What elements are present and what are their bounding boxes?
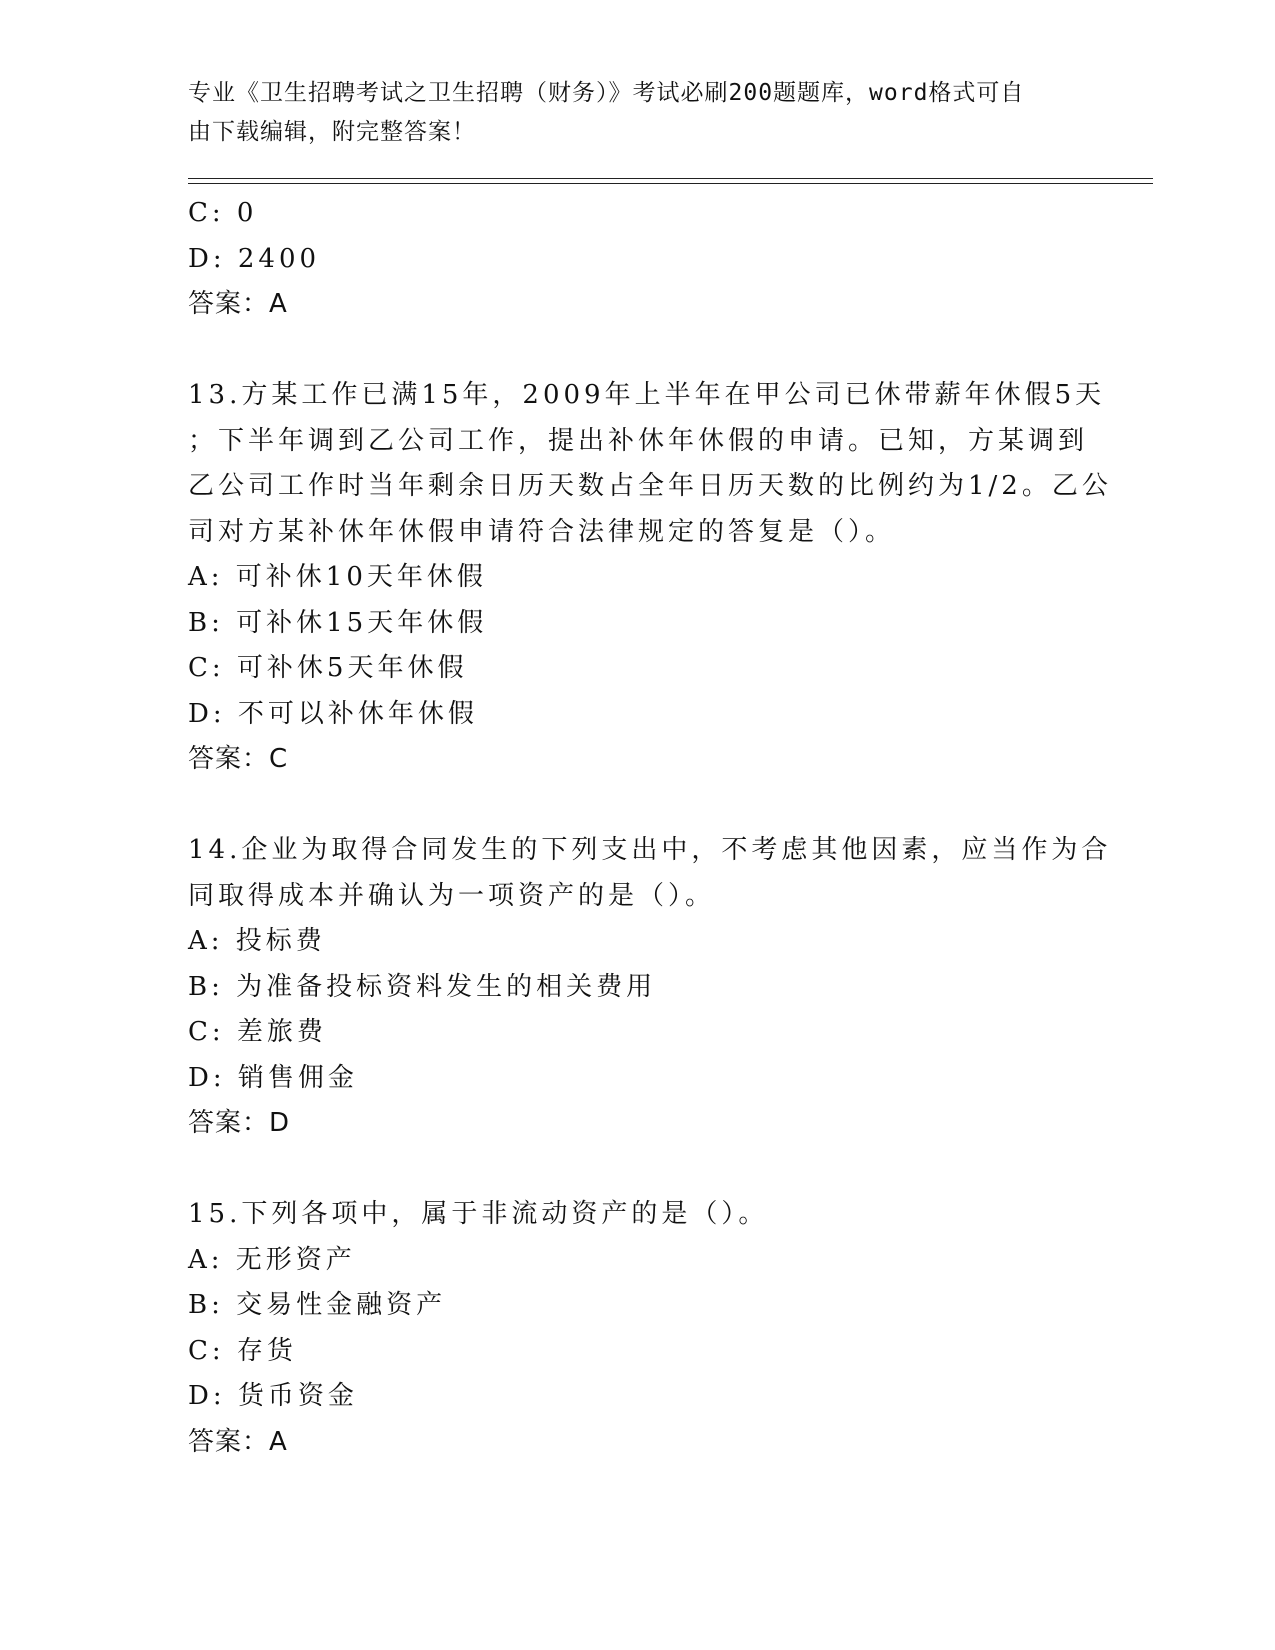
question-stem — [188, 373, 1112, 555]
header-divider-bottom — [188, 183, 1153, 184]
question-stem — [188, 828, 1112, 919]
stem-line: 15.下列各项中，属于非流动资产的是（）。 — [188, 1199, 769, 1229]
spacer — [188, 1147, 1088, 1193]
option-b: B: 为准备投标资料发生的相关费用 — [188, 971, 657, 1002]
option-c: C: 存货 — [188, 1335, 297, 1366]
option-d: D: 货币资金 — [188, 1381, 358, 1411]
option-d: D: 不可以补休年休假 — [188, 698, 478, 729]
answer-line: 答案：A — [188, 289, 288, 319]
question-14 — [188, 828, 1112, 1147]
header-line-1: 专业《卫生招聘考试之卫生招聘（财务）》考试必刷200题题库，word格式可自 — [188, 80, 1025, 106]
answer-line: 答案：D — [188, 1108, 291, 1138]
option-c: C: 0 — [188, 198, 258, 228]
option-d: D: 销售佣金 — [188, 1062, 358, 1093]
spacer — [188, 328, 1088, 374]
stem-line: 司对方某补休年休假申请符合法律规定的答复是（）。 — [188, 516, 896, 547]
question-15 — [188, 1192, 1088, 1465]
option-a: A: 投标费 — [188, 926, 326, 956]
stem-line: 乙公司工作时当年剩余日历天数占全年日历天数的比例约为1/2。乙公 — [188, 471, 1112, 501]
option-c: C: 可补休5天年休假 — [188, 653, 468, 683]
question-13 — [188, 373, 1112, 783]
option-b: B: 交易性金融资产 — [188, 1290, 447, 1320]
question-list — [188, 191, 1112, 1465]
stem-line: 14.企业为取得合同发生的下列支出中，不考虑其他因素，应当作为合 — [188, 835, 1112, 865]
answer-line: 答案：A — [188, 1426, 288, 1457]
option-d: D: 2400 — [188, 243, 321, 274]
document-header — [188, 74, 1088, 152]
option-b: B: 可补休15天年休假 — [188, 607, 488, 638]
spacer — [188, 783, 1088, 829]
option-a: A: 可补休10天年休假 — [188, 562, 487, 592]
stem-line: 13.方某工作已满15年，2009年上半年在甲公司已休带薪年休假5天 — [188, 380, 1106, 410]
previous-question-tail — [188, 191, 1088, 328]
option-c: C: 差旅费 — [188, 1017, 327, 1047]
question-stem — [188, 1192, 1088, 1238]
stem-line: ；下半年调到乙公司工作，提出补休年休假的申请。已知，方某调到 — [188, 425, 1089, 456]
answer-line: 答案：C — [188, 744, 289, 774]
option-a: A: 无形资产 — [188, 1244, 356, 1275]
header-divider-top — [188, 178, 1153, 179]
stem-line: 同取得成本并确认为一项资产的是（）。 — [188, 880, 716, 911]
header-line-2: 由下载编辑，附完整答案！ — [188, 119, 476, 145]
